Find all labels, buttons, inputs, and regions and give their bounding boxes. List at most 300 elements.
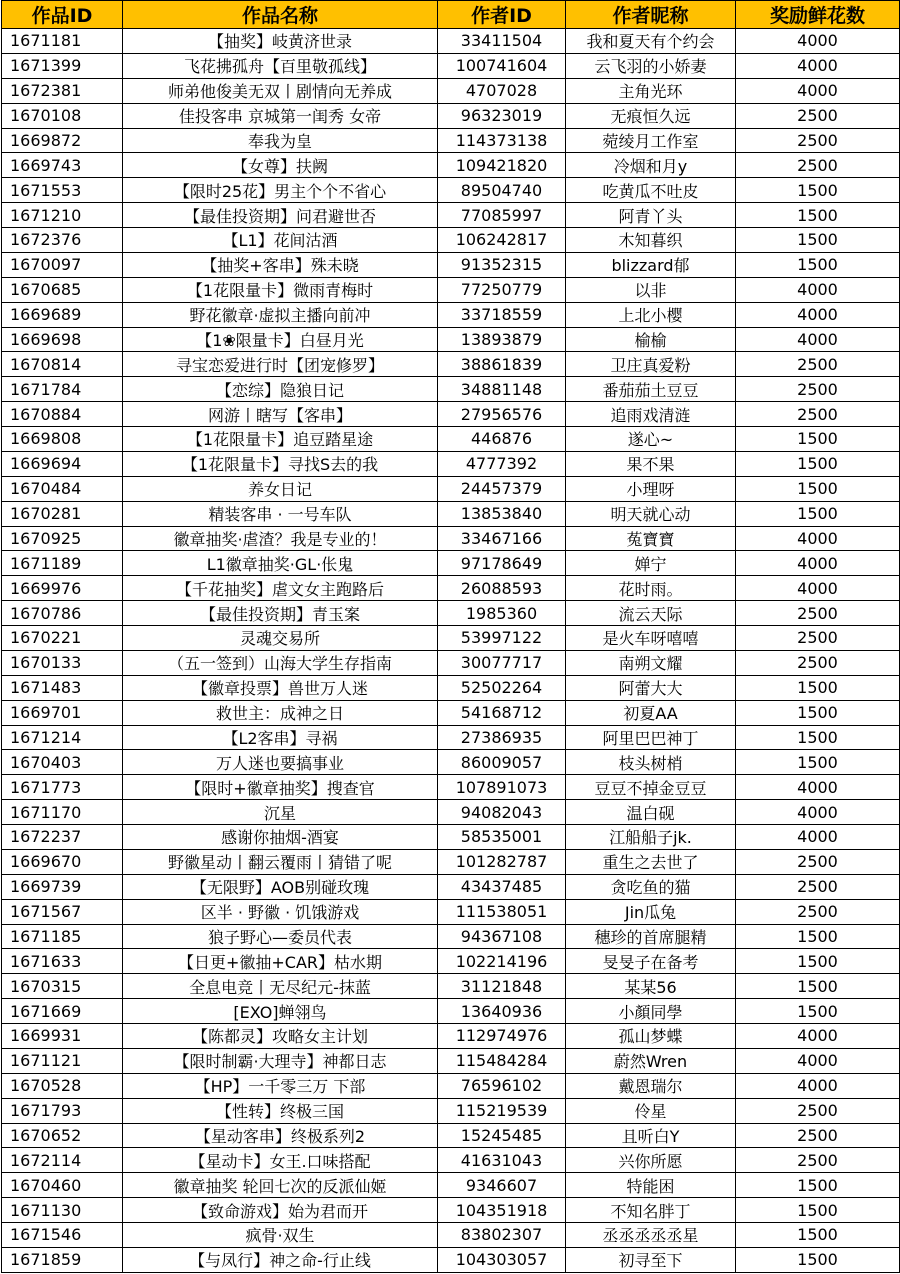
- author-nickname-cell: 吃黄瓜不吐皮: [566, 178, 736, 203]
- reward-flowers-cell: 2500: [736, 899, 900, 924]
- work-id-cell: 1671773: [2, 775, 123, 800]
- reward-flowers-cell: 2500: [736, 103, 900, 128]
- reward-flowers-cell: 1500: [736, 501, 900, 526]
- work-id-cell: 1670786: [2, 601, 123, 626]
- work-id-cell: 1671567: [2, 899, 123, 924]
- table-row: [2, 501, 900, 526]
- reward-flowers-cell: 2500: [736, 650, 900, 675]
- author-id-cell: 43437485: [438, 874, 566, 899]
- table-row: [2, 1073, 900, 1098]
- reward-flowers-cell: 4000: [736, 29, 900, 54]
- work-name-cell: 【千花抽奖】虐文女主跑路后: [123, 576, 438, 601]
- work-id-cell: 1670685: [2, 277, 123, 302]
- author-id-cell: 77085997: [438, 203, 566, 228]
- reward-flowers-cell: 4000: [736, 1024, 900, 1049]
- work-id-cell: 1672381: [2, 78, 123, 103]
- work-id-cell: 1670221: [2, 626, 123, 651]
- table-row: [2, 775, 900, 800]
- reward-flowers-cell: 1500: [736, 1198, 900, 1223]
- author-nickname-cell: 丞丞丞丞丞星: [566, 1223, 736, 1248]
- reward-flowers-cell: 4000: [736, 576, 900, 601]
- work-id-cell: 1670528: [2, 1073, 123, 1098]
- work-id-cell: 1670097: [2, 252, 123, 277]
- work-name-cell: 【1花限量卡】微雨青梅时: [123, 277, 438, 302]
- author-nickname-cell: 旻旻子在备考: [566, 949, 736, 974]
- work-name-cell: 【星动卡】女王.口味搭配: [123, 1148, 438, 1173]
- author-nickname-cell: 伶星: [566, 1098, 736, 1123]
- author-nickname-cell: 不知名胖丁: [566, 1198, 736, 1223]
- table-row: [2, 949, 900, 974]
- work-name-cell: 野徽星动丨翻云覆雨丨猜错了呢: [123, 849, 438, 874]
- work-name-cell: 区半 · 野徽 · 饥饿游戏: [123, 899, 438, 924]
- author-id-cell: 31121848: [438, 974, 566, 999]
- author-nickname-cell: 蔚然Wren: [566, 1048, 736, 1073]
- author-nickname-cell: 某某56: [566, 974, 736, 999]
- author-id-cell: 83802307: [438, 1223, 566, 1248]
- table-row: [2, 899, 900, 924]
- author-nickname-cell: 枝头树梢: [566, 750, 736, 775]
- table-header: [2, 1, 900, 29]
- work-name-cell: 【与凤行】神之命-行止线: [123, 1247, 438, 1272]
- author-nickname-cell: 果不果: [566, 451, 736, 476]
- work-name-cell: 灵魂交易所: [123, 626, 438, 651]
- reward-flowers-cell: 4000: [736, 1048, 900, 1073]
- reward-flowers-cell: 1500: [736, 427, 900, 452]
- author-nickname-cell: 戴恩瑞尔: [566, 1073, 736, 1098]
- author-id-cell: 13893879: [438, 327, 566, 352]
- work-name-cell: 【限时25花】男主个个不省心: [123, 178, 438, 203]
- table-row: [2, 1048, 900, 1073]
- reward-flowers-cell: 4000: [736, 78, 900, 103]
- table-row: [2, 178, 900, 203]
- author-nickname-cell: 遂心~: [566, 427, 736, 452]
- work-name-cell: 奉我为皇: [123, 128, 438, 153]
- author-nickname-cell: 小理呀: [566, 476, 736, 501]
- work-id-cell: 1669698: [2, 327, 123, 352]
- table-row: [2, 924, 900, 949]
- author-id-cell: 91352315: [438, 252, 566, 277]
- table-row: [2, 551, 900, 576]
- work-name-cell: 感谢你抽烟-酒宴: [123, 825, 438, 850]
- work-name-cell: 万人迷也要搞事业: [123, 750, 438, 775]
- reward-flowers-cell: 1500: [736, 999, 900, 1024]
- reward-flowers-cell: 4000: [736, 327, 900, 352]
- work-id-cell: 1670814: [2, 352, 123, 377]
- author-id-cell: 15245485: [438, 1123, 566, 1148]
- reward-flowers-cell: 1500: [736, 700, 900, 725]
- author-nickname-cell: 我和夏天有个约会: [566, 29, 736, 54]
- author-nickname-cell: 菀绫月工作室: [566, 128, 736, 153]
- author-id-cell: 41631043: [438, 1148, 566, 1173]
- work-id-cell: 1672237: [2, 825, 123, 850]
- reward-flowers-cell: 1500: [736, 750, 900, 775]
- table-row: [2, 1223, 900, 1248]
- work-id-cell: 1671633: [2, 949, 123, 974]
- work-id-cell: 1669739: [2, 874, 123, 899]
- work-id-cell: 1671189: [2, 551, 123, 576]
- table-row: [2, 675, 900, 700]
- author-nickname-cell: 是火车呀嘻嘻: [566, 626, 736, 651]
- table-row: [2, 377, 900, 402]
- table-row: [2, 974, 900, 999]
- work-name-cell: 【星动客串】终极系列2: [123, 1123, 438, 1148]
- table-row: [2, 526, 900, 551]
- work-id-cell: 1671546: [2, 1223, 123, 1248]
- author-nickname-cell: Jin瓜兔: [566, 899, 736, 924]
- header-work-id: 作品ID: [2, 1, 123, 29]
- reward-flowers-cell: 2500: [736, 402, 900, 427]
- table-row: [2, 78, 900, 103]
- table-row: [2, 228, 900, 253]
- table-row: [2, 874, 900, 899]
- work-name-cell: 飞花拂孤舟【百里敬孤线】: [123, 53, 438, 78]
- author-id-cell: 30077717: [438, 650, 566, 675]
- work-name-cell: 【HP】一千零三万 下部: [123, 1073, 438, 1098]
- work-id-cell: 1671399: [2, 53, 123, 78]
- table-row: [2, 476, 900, 501]
- author-nickname-cell: 阿里巴巴神丁: [566, 725, 736, 750]
- work-id-cell: 1670315: [2, 974, 123, 999]
- table-row: [2, 650, 900, 675]
- reward-flowers-cell: 2500: [736, 1148, 900, 1173]
- work-name-cell: 【限时+徽章抽奖】搜查官: [123, 775, 438, 800]
- work-name-cell: 寻宝恋爱进行时【团宠修罗】: [123, 352, 438, 377]
- author-id-cell: 13640936: [438, 999, 566, 1024]
- reward-table: [1, 0, 900, 1273]
- table-row: [2, 1024, 900, 1049]
- reward-flowers-cell: 4000: [736, 800, 900, 825]
- work-name-cell: （五一签到）山海大学生存指南: [123, 650, 438, 675]
- author-nickname-cell: 初寻至下: [566, 1247, 736, 1272]
- author-nickname-cell: 贪吃鱼的猫: [566, 874, 736, 899]
- author-id-cell: 34881148: [438, 377, 566, 402]
- author-id-cell: 94082043: [438, 800, 566, 825]
- table-row: [2, 327, 900, 352]
- work-name-cell: 【徽章投票】兽世万人迷: [123, 675, 438, 700]
- author-nickname-cell: 花时雨。: [566, 576, 736, 601]
- author-nickname-cell: 孤山梦蝶: [566, 1024, 736, 1049]
- reward-flowers-cell: 4000: [736, 277, 900, 302]
- author-nickname-cell: 以非: [566, 277, 736, 302]
- author-nickname-cell: 主角光环: [566, 78, 736, 103]
- reward-flowers-cell: 1500: [736, 203, 900, 228]
- work-name-cell: 【抽奖】岐黄济世录: [123, 29, 438, 54]
- work-name-cell: 【L2客串】寻祸: [123, 725, 438, 750]
- reward-flowers-cell: 1500: [736, 1173, 900, 1198]
- work-id-cell: 1670403: [2, 750, 123, 775]
- author-id-cell: 115219539: [438, 1098, 566, 1123]
- work-name-cell: 沉星: [123, 800, 438, 825]
- author-id-cell: 104303057: [438, 1247, 566, 1272]
- table-row: [2, 451, 900, 476]
- reward-flowers-cell: 4000: [736, 526, 900, 551]
- reward-flowers-cell: 1500: [736, 725, 900, 750]
- author-id-cell: 27386935: [438, 725, 566, 750]
- table-row: [2, 153, 900, 178]
- author-nickname-cell: 追雨戏清涟: [566, 402, 736, 427]
- author-nickname-cell: 小顏同學: [566, 999, 736, 1024]
- reward-flowers-cell: 2500: [736, 626, 900, 651]
- reward-flowers-cell: 1500: [736, 252, 900, 277]
- table-row: [2, 700, 900, 725]
- author-nickname-cell: 初夏AA: [566, 700, 736, 725]
- work-name-cell: 【L1】花间沽酒: [123, 228, 438, 253]
- work-name-cell: 【性转】终极三国: [123, 1098, 438, 1123]
- table-row: [2, 1173, 900, 1198]
- reward-flowers-cell: 1500: [736, 476, 900, 501]
- table-row: [2, 725, 900, 750]
- author-id-cell: 100741604: [438, 53, 566, 78]
- author-nickname-cell: 重生之去世了: [566, 849, 736, 874]
- table-row: [2, 800, 900, 825]
- author-id-cell: 96323019: [438, 103, 566, 128]
- work-id-cell: 1672114: [2, 1148, 123, 1173]
- header-reward-flowers: 奖励鲜花数: [736, 1, 900, 29]
- author-nickname-cell: 明天就心动: [566, 501, 736, 526]
- author-id-cell: 9346607: [438, 1173, 566, 1198]
- work-id-cell: 1669694: [2, 451, 123, 476]
- work-id-cell: 1670108: [2, 103, 123, 128]
- work-id-cell: 1672376: [2, 228, 123, 253]
- author-id-cell: 111538051: [438, 899, 566, 924]
- author-nickname-cell: 云飞羽的小娇妻: [566, 53, 736, 78]
- work-id-cell: 1670281: [2, 501, 123, 526]
- work-id-cell: 1671210: [2, 203, 123, 228]
- reward-flowers-cell: 1500: [736, 949, 900, 974]
- reward-flowers-cell: 2500: [736, 1098, 900, 1123]
- author-nickname-cell: 菟寶寶: [566, 526, 736, 551]
- author-id-cell: 115484284: [438, 1048, 566, 1073]
- author-id-cell: 104351918: [438, 1198, 566, 1223]
- table-row: [2, 277, 900, 302]
- author-id-cell: 52502264: [438, 675, 566, 700]
- author-id-cell: 38861839: [438, 352, 566, 377]
- work-name-cell: 救世主：成神之日: [123, 700, 438, 725]
- reward-flowers-cell: 2500: [736, 1123, 900, 1148]
- work-name-cell: 【日更+徽抽+CAR】枯水期: [123, 949, 438, 974]
- work-id-cell: 1669872: [2, 128, 123, 153]
- reward-flowers-cell: 4000: [736, 53, 900, 78]
- reward-flowers-cell: 4000: [736, 775, 900, 800]
- work-id-cell: 1670652: [2, 1123, 123, 1148]
- reward-flowers-cell: 1500: [736, 924, 900, 949]
- work-id-cell: 1671130: [2, 1198, 123, 1223]
- author-id-cell: 107891073: [438, 775, 566, 800]
- author-nickname-cell: 阿蕾大大: [566, 675, 736, 700]
- work-name-cell: 【1❀限量卡】白昼月光: [123, 327, 438, 352]
- author-id-cell: 112974976: [438, 1024, 566, 1049]
- table-row: [2, 601, 900, 626]
- work-name-cell: [EXO]蝉翎鸟: [123, 999, 438, 1024]
- table-row: [2, 29, 900, 54]
- author-nickname-cell: 兴你所愿: [566, 1148, 736, 1173]
- work-name-cell: 网游丨瞎写【客串】: [123, 402, 438, 427]
- work-name-cell: L1徽章抽奖·GL·伥鬼: [123, 551, 438, 576]
- reward-flowers-cell: 4000: [736, 1073, 900, 1098]
- work-name-cell: 【陈都灵】攻略女主计划: [123, 1024, 438, 1049]
- reward-flowers-cell: 1500: [736, 451, 900, 476]
- author-id-cell: 97178649: [438, 551, 566, 576]
- table-row: [2, 203, 900, 228]
- author-id-cell: 33467166: [438, 526, 566, 551]
- author-nickname-cell: 豆豆不掉金豆豆: [566, 775, 736, 800]
- work-name-cell: 【最佳投资期】问君避世否: [123, 203, 438, 228]
- table-row: [2, 103, 900, 128]
- reward-flowers-cell: 1500: [736, 1223, 900, 1248]
- work-name-cell: 【恋综】隐狼日记: [123, 377, 438, 402]
- author-id-cell: 4707028: [438, 78, 566, 103]
- author-id-cell: 77250779: [438, 277, 566, 302]
- author-nickname-cell: 流云天际: [566, 601, 736, 626]
- author-id-cell: 53997122: [438, 626, 566, 651]
- reward-flowers-cell: 2500: [736, 849, 900, 874]
- table-row: [2, 427, 900, 452]
- author-nickname-cell: 木知暮织: [566, 228, 736, 253]
- work-id-cell: 1671185: [2, 924, 123, 949]
- work-name-cell: 野花徽章·虚拟主播向前冲: [123, 302, 438, 327]
- work-id-cell: 1671859: [2, 1247, 123, 1272]
- author-id-cell: 109421820: [438, 153, 566, 178]
- header-author-nickname: 作者昵称: [566, 1, 736, 29]
- author-id-cell: 26088593: [438, 576, 566, 601]
- work-name-cell: 佳投客串 京城第一闺秀 女帝: [123, 103, 438, 128]
- author-nickname-cell: 冷烟和月y: [566, 153, 736, 178]
- work-name-cell: 狼子野心—委员代表: [123, 924, 438, 949]
- table-row: [2, 825, 900, 850]
- header-work-name: 作品名称: [123, 1, 438, 29]
- reward-flowers-cell: 2500: [736, 601, 900, 626]
- author-id-cell: 101282787: [438, 849, 566, 874]
- author-nickname-cell: 阿青丫头: [566, 203, 736, 228]
- work-id-cell: 1671793: [2, 1098, 123, 1123]
- table-row: [2, 999, 900, 1024]
- author-nickname-cell: 特能困: [566, 1173, 736, 1198]
- header-author-id: 作者ID: [438, 1, 566, 29]
- author-nickname-cell: 穗珍的首席腿精: [566, 924, 736, 949]
- reward-flowers-cell: 2500: [736, 874, 900, 899]
- author-id-cell: 102214196: [438, 949, 566, 974]
- work-name-cell: 【限时制霸·大理寺】神都日志: [123, 1048, 438, 1073]
- author-id-cell: 54168712: [438, 700, 566, 725]
- table-row: [2, 53, 900, 78]
- author-id-cell: 4777392: [438, 451, 566, 476]
- work-id-cell: 1670460: [2, 1173, 123, 1198]
- reward-flowers-cell: 4000: [736, 302, 900, 327]
- work-id-cell: 1670133: [2, 650, 123, 675]
- reward-flowers-cell: 4000: [736, 825, 900, 850]
- table-body: [2, 29, 900, 1273]
- author-nickname-cell: 无痕恒久远: [566, 103, 736, 128]
- author-id-cell: 33718559: [438, 302, 566, 327]
- work-name-cell: 徽章抽奖 轮回七次的反派仙姬: [123, 1173, 438, 1198]
- work-id-cell: 1670484: [2, 476, 123, 501]
- work-id-cell: 1669689: [2, 302, 123, 327]
- work-id-cell: 1671181: [2, 29, 123, 54]
- author-nickname-cell: 且听白Y: [566, 1123, 736, 1148]
- table-row: [2, 252, 900, 277]
- table-row: [2, 302, 900, 327]
- work-id-cell: 1671784: [2, 377, 123, 402]
- work-id-cell: 1671483: [2, 675, 123, 700]
- work-id-cell: 1670884: [2, 402, 123, 427]
- author-nickname-cell: 温白砚: [566, 800, 736, 825]
- reward-flowers-cell: 2500: [736, 128, 900, 153]
- table-row: [2, 1148, 900, 1173]
- work-name-cell: 【1花限量卡】寻找S去的我: [123, 451, 438, 476]
- work-id-cell: 1670925: [2, 526, 123, 551]
- work-name-cell: 【抽奖+客串】殊未晓: [123, 252, 438, 277]
- author-id-cell: 24457379: [438, 476, 566, 501]
- author-nickname-cell: 上北小樱: [566, 302, 736, 327]
- work-id-cell: 1669931: [2, 1024, 123, 1049]
- work-name-cell: 【无限野】AOB别碰玫瑰: [123, 874, 438, 899]
- reward-flowers-cell: 1500: [736, 675, 900, 700]
- author-nickname-cell: 江船船子jk.: [566, 825, 736, 850]
- work-name-cell: 全息电竞丨无尽纪元-抹蓝: [123, 974, 438, 999]
- reward-flowers-cell: 1500: [736, 228, 900, 253]
- author-nickname-cell: 婵宁: [566, 551, 736, 576]
- table-row: [2, 576, 900, 601]
- work-id-cell: 1669808: [2, 427, 123, 452]
- header-row: [2, 1, 900, 29]
- work-name-cell: 徽章抽奖·虐渣？我是专业的！: [123, 526, 438, 551]
- work-id-cell: 1671553: [2, 178, 123, 203]
- table-row: [2, 626, 900, 651]
- work-name-cell: 【致命游戏】始为君而开: [123, 1198, 438, 1223]
- author-id-cell: 106242817: [438, 228, 566, 253]
- reward-flowers-cell: 1500: [736, 1247, 900, 1272]
- table-row: [2, 1098, 900, 1123]
- table-row: [2, 1198, 900, 1223]
- table-row: [2, 1123, 900, 1148]
- author-id-cell: 33411504: [438, 29, 566, 54]
- author-id-cell: 94367108: [438, 924, 566, 949]
- work-name-cell: 【最佳投资期】青玉案: [123, 601, 438, 626]
- author-id-cell: 446876: [438, 427, 566, 452]
- author-nickname-cell: 卫庄真爱粉: [566, 352, 736, 377]
- work-id-cell: 1671121: [2, 1048, 123, 1073]
- author-id-cell: 86009057: [438, 750, 566, 775]
- work-id-cell: 1669670: [2, 849, 123, 874]
- work-name-cell: 疯骨·双生: [123, 1223, 438, 1248]
- reward-flowers-cell: 2500: [736, 153, 900, 178]
- work-id-cell: 1669701: [2, 700, 123, 725]
- table-row: [2, 402, 900, 427]
- author-nickname-cell: blizzard郁: [566, 252, 736, 277]
- table-row: [2, 128, 900, 153]
- reward-flowers-cell: 4000: [736, 551, 900, 576]
- work-id-cell: 1671669: [2, 999, 123, 1024]
- author-nickname-cell: 南朔文耀: [566, 650, 736, 675]
- author-id-cell: 13853840: [438, 501, 566, 526]
- author-id-cell: 58535001: [438, 825, 566, 850]
- author-id-cell: 76596102: [438, 1073, 566, 1098]
- work-name-cell: 师弟他俊美无双丨剧情向无养成: [123, 78, 438, 103]
- work-name-cell: 【1花限量卡】追豆踏星途: [123, 427, 438, 452]
- work-name-cell: 养女日记: [123, 476, 438, 501]
- reward-flowers-cell: 2500: [736, 377, 900, 402]
- table-row: [2, 352, 900, 377]
- work-id-cell: 1669976: [2, 576, 123, 601]
- author-id-cell: 89504740: [438, 178, 566, 203]
- table-row: [2, 1247, 900, 1272]
- author-id-cell: 27956576: [438, 402, 566, 427]
- author-nickname-cell: 榆榆: [566, 327, 736, 352]
- author-id-cell: 1985360: [438, 601, 566, 626]
- reward-flowers-cell: 1500: [736, 974, 900, 999]
- author-nickname-cell: 番茄茄土豆豆: [566, 377, 736, 402]
- table-row: [2, 849, 900, 874]
